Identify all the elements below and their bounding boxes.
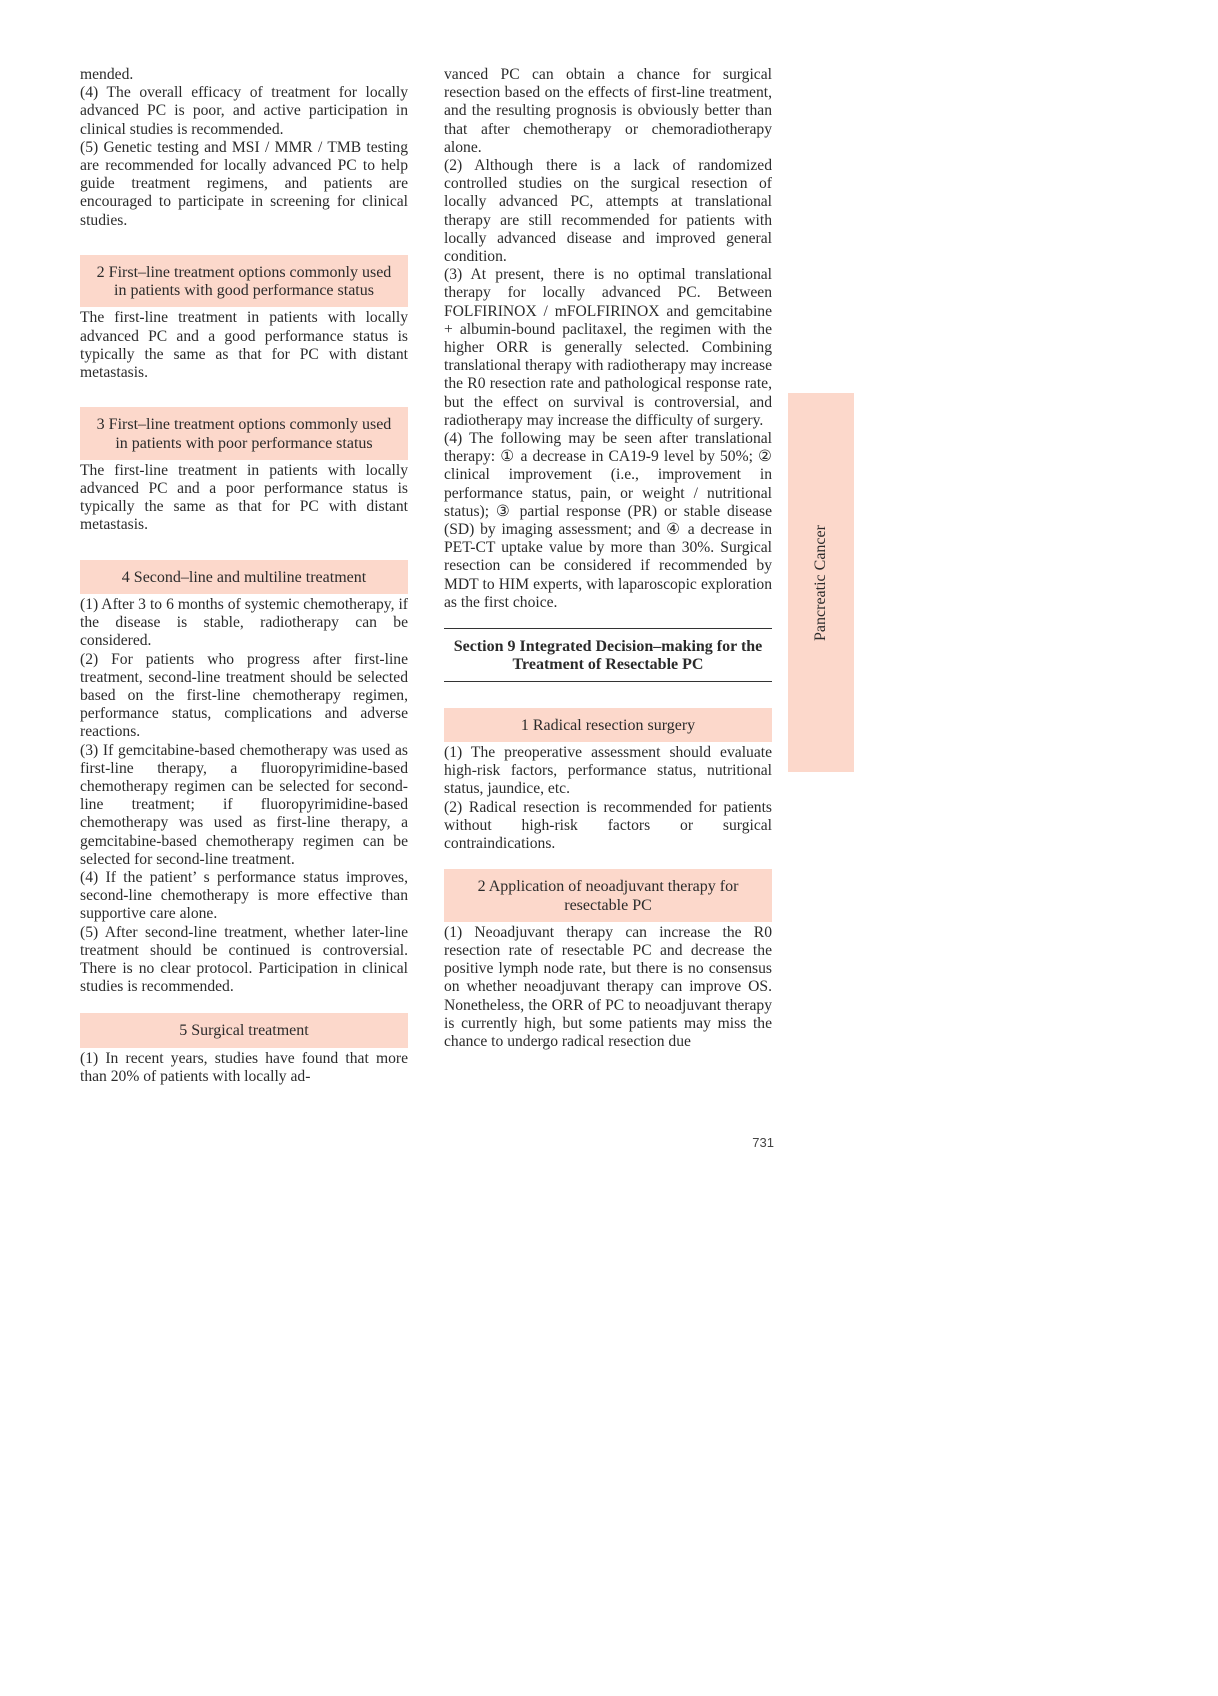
paragraph-second-line-1: (1) After 3 to 6 months of systemic chemotherapy, if the disease is stable, radiotherapy can be considered. — [80, 595, 408, 650]
paragraph-item-4: (4) The overall efficacy of treatment for locally advanced PC is poor, and active participation in clinical studies is recommended. — [80, 84, 408, 138]
paragraph-resection-1: (1) The preoperative assessment should evaluate high-risk factors, performance status, nutritional status, jaundice, etc. — [444, 743, 772, 798]
paragraph-surgical-1: (1) In recent years, studies have found that more than 20% of patients with locally ad- — [80, 1049, 408, 1085]
paragraph-resection-2: (2) Radical resection is recommended for patients without high-risk factors or surgical contraindications. — [444, 798, 772, 852]
right-column — [444, 66, 772, 1051]
paragraph-second-line-4: (4) If the patient’ s performance status improves, second-line chemotherapy is more effective than supportive care alone. — [80, 868, 408, 923]
paragraph-surgical-continued: vanced PC can obtain a chance for surgical resection based on the effects of first-line treatment, and the resulting prognosis is obviously better than that after chemotherapy or chemoradiotherapy alone. — [444, 66, 772, 156]
heading-surgical-treatment: 5 Surgical treatment — [80, 1013, 408, 1047]
side-tab — [788, 393, 854, 772]
paragraph-poor-performance: The first-line treatment in patients with locally advanced PC and a poor performance status is typically the same as that for PC with distant metastasis. — [80, 461, 408, 534]
section-heading: Section 9 Integrated Decision–making for the Treatment of Resectable PC — [444, 628, 772, 682]
paragraph-continued: mended. — [80, 66, 134, 83]
paragraph-good-performance: The first-line treatment in patients with locally advanced PC and a good performance status is typically the same as that for PC with distant metastasis. — [80, 309, 408, 382]
paragraph-surgical-2: (2) Although there is a lack of randomized controlled studies on the surgical resection of locally advanced PC, attempts at translational therapy are still recommended for patients with locally advanced disease and improved general condition. — [444, 157, 772, 266]
heading-neoadjuvant: 2 Application of neoadjuvant therapy for resectable PC — [444, 869, 772, 922]
page-number: 731 — [752, 1135, 774, 1150]
left-column — [80, 66, 408, 1086]
heading-poor-performance: 3 First–line treatment options commonly used in patients with poor performance status — [80, 407, 408, 460]
paragraph-second-line-2: (2) For patients who progress after first-line treatment, second-line treatment should be selected based on the first-line chemotherapy regimen, performance status, complications and adverse reactions. — [80, 650, 408, 741]
heading-second-line: 4 Second–line and multiline treatment — [80, 560, 408, 594]
paragraph-neoadjuvant-1: (1) Neoadjuvant therapy can increase the R0 resection rate of resectable PC and decrease the positive lymph node rate, but there is no consensus on whether neoadjuvant therapy can improve OS. Nonetheless, the ORR of PC to neoadjuvant therapy is currently high, but some patients may miss the chance to undergo radical resection due — [444, 923, 772, 1051]
paragraph-item-5: (5) Genetic testing and MSI / MMR / TMB testing are recommended for locally advanced PC to help guide treatment regimens, and patients are encouraged to participate in screening for clinical studies. — [80, 138, 408, 229]
paragraph-surgical-3: (3) At present, there is no optimal translational therapy for locally advanced PC. Between FOLFIRINOX / mFOLFIRINOX and gemcitabine + albumin-bound paclitaxel, the regimen with the higher ORR is generally selected. Combining translational therapy with radiotherapy may increase the R0 resection rate and pathological response rate, but the effect on survival is controversial, and radiotherapy may increase the difficulty of surgery. — [444, 266, 772, 429]
heading-radical-resection: 1 Radical resection surgery — [444, 708, 772, 742]
heading-good-performance: 2 First–line treatment options commonly used in patients with good performance status — [80, 255, 408, 308]
side-tab-label: Pancreatic Cancer — [812, 524, 829, 641]
paragraph-surgical-4: (4) The following may be seen after translational therapy: ① a decrease in CA19-9 level by 50%; ② clinical improvement (i.e., improvement in performance status, pain, or weight / nutritional status); ③ partial response (PR) or stable disease (SD) by imaging assessment; and ④ a decrease in PET-CT uptake value by more than 30%. Surgical resection can be considered if recommended by MDT to HIM experts, with laparoscopic exploration as the first choice. — [444, 430, 772, 611]
paragraph-second-line-5: (5) After second-line treatment, whether later-line treatment should be continued is controversial. There is no clear protocol. Participation in clinical studies is recommended. — [80, 923, 408, 996]
paragraph-second-line-3: (3) If gemcitabine-based chemotherapy was used as first-line therapy, a fluoropyrimidine-based chemotherapy regimen can be selected for second-line treatment; if fluoropyrimidine-based chemotherapy was used as first-line therapy, a gemcitabine-based chemotherapy regimen can be selected for second-line treatment. — [80, 741, 408, 868]
